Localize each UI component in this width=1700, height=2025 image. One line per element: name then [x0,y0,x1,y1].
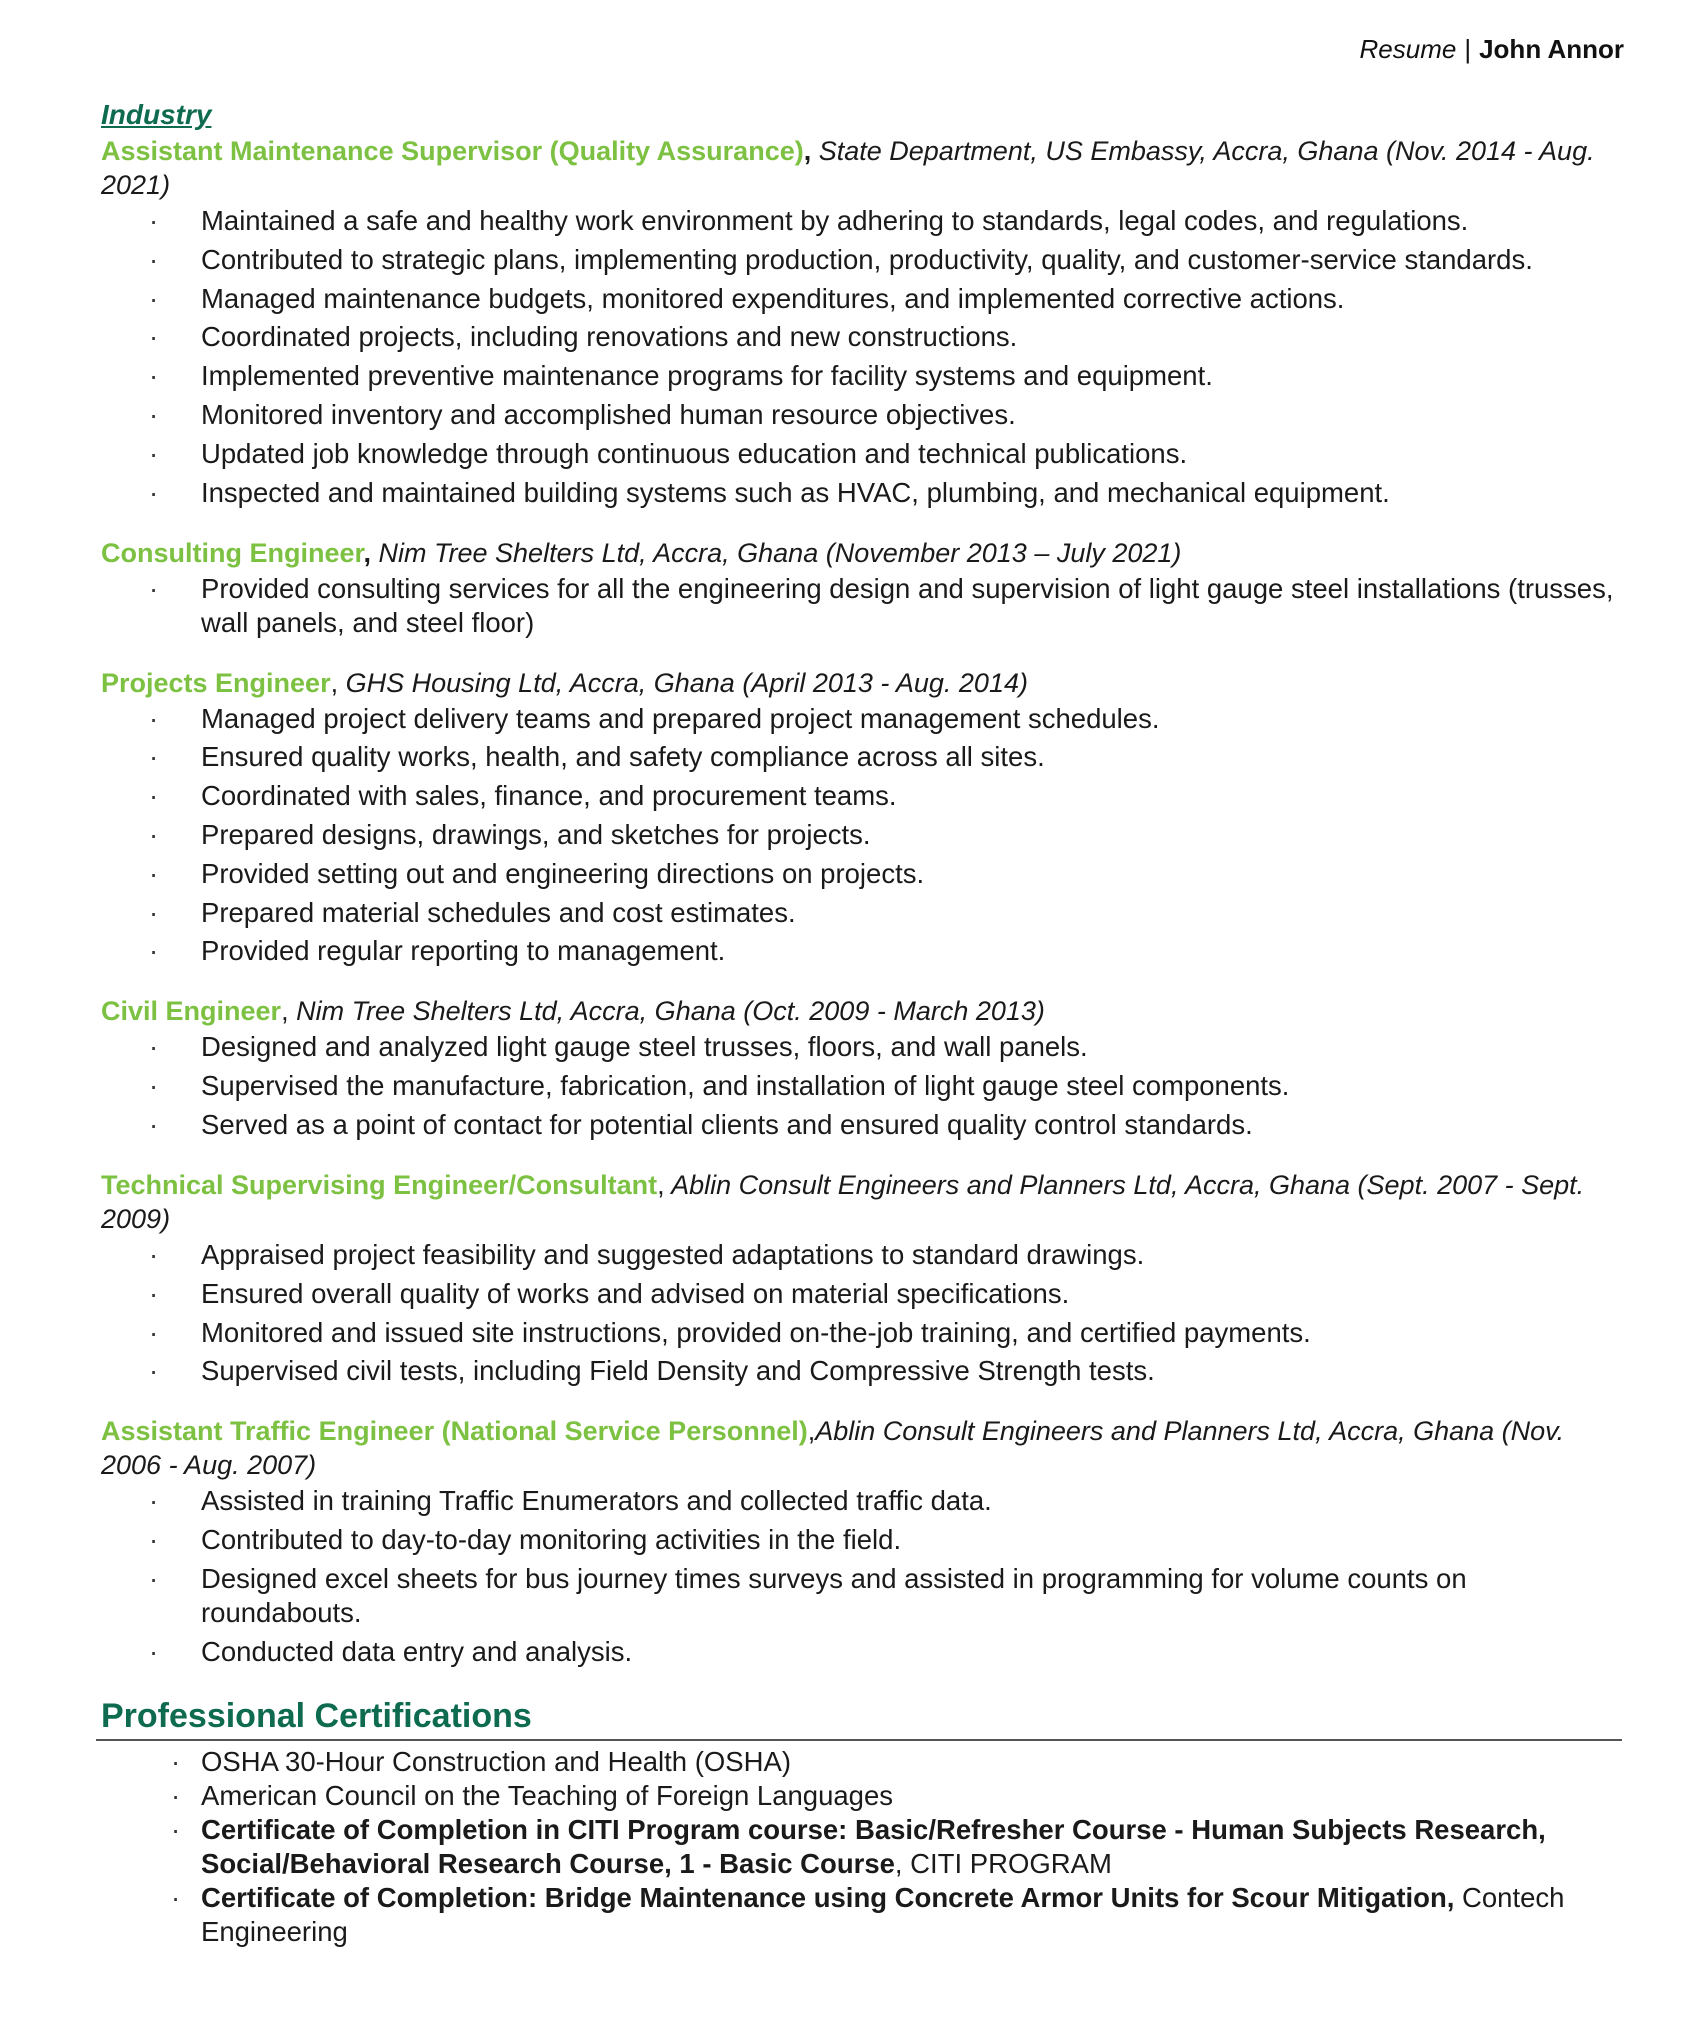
job-bullet [101,398,1621,432]
job-entry [101,536,1621,640]
job-title: Projects Engineer [101,667,331,698]
job-bullet [101,320,1621,354]
job-bullet [101,1030,1621,1064]
job-title: Technical Supervising Engineer/Consultant [101,1169,658,1200]
job-dates: (November 2013 – July 2021) [818,537,1182,568]
job-bullet-text: Maintained a safe and healthy work environment by adhering to standards, legal codes, and regulations. [201,205,1469,236]
job-bullet-text: Contributed to day-to-day monitoring activities in the field. [201,1524,902,1556]
certification-item [101,1779,1621,1813]
job-bullet [101,1562,1621,1630]
section-label-industry: Industry [101,99,212,130]
job-entry [101,666,1621,969]
job-dates: (Nov. 2006 - Aug. 2007) [101,1416,1565,1481]
bullet-dot-icon: · [149,857,159,889]
job-bullet [101,282,1621,316]
bullet-dot-icon: · [149,1108,159,1140]
job-bullet [101,1238,1621,1272]
job-title: Assistant Maintenance Supervisor (Quality Assurance) [101,136,804,166]
job-bullet-text: Ensured overall quality of works and advised on material specifications. [201,1277,1070,1309]
job-bullet-text: Contributed to strategic plans, implementing production, productivity, quality, and customer-service standards. [201,243,1533,275]
bullet-dot-icon: · [149,702,159,734]
bullet-dot-icon: · [149,818,159,850]
job-title: Consulting Engineer [101,537,364,568]
bullet-dot-icon: · [149,1485,159,1517]
job-bullet-list [101,1030,1621,1142]
bullet-dot-icon: · [149,360,159,392]
certification-item [101,1881,1621,1949]
certification-issuer: , CITI PROGRAM [894,1847,1112,1879]
job-bullet-text: Provided setting out and engineering directions on projects. [201,857,925,889]
bullet-dot-icon: · [171,1813,181,1845]
jobs-list [101,134,1621,1669]
job-heading [101,1168,1621,1236]
job-bullet-list [101,702,1621,969]
job-bullet-text: Provided regular reporting to management. [201,935,726,967]
bullet-dot-icon: · [149,1277,159,1309]
job-bullet-text: Coordinated projects, including renovations and new constructions. [201,321,1018,353]
job-heading [101,134,1621,202]
job-bullet [101,1108,1621,1142]
certification-issuer: Contech Engineering [201,1881,1565,1947]
bullet-dot-icon: · [149,321,159,353]
job-bullet [101,1069,1621,1103]
bullet-dot-icon: · [149,1562,159,1594]
job-bullet [101,740,1621,774]
bullet-dot-icon: · [149,1031,159,1063]
job-bullet-list [101,204,1621,510]
bullet-dot-icon: · [149,205,159,236]
bullet-dot-icon: · [149,1635,159,1667]
job-organization: Nim Tree Shelters Ltd, Accra, Ghana [288,996,736,1027]
job-heading [101,1414,1621,1482]
job-separator: , [807,1416,816,1447]
job-organization: Ablin Consult Engineers and Planners Ltd, Accra, Ghana [815,1416,1495,1447]
bullet-dot-icon: · [149,1070,159,1102]
certifications-list [101,1745,1621,1949]
job-bullet-text: Served as a point of contact for potential clients and ensured quality control standards. [201,1108,1253,1140]
job-bullet [101,934,1621,968]
job-entry [101,1414,1621,1668]
job-separator: , [803,136,812,166]
certifications-heading: Professional Certifications [101,1696,532,1735]
job-bullet [101,1316,1621,1350]
certification-title: Certificate of Completion in CITI Program course: Basic/Refresher Course - Human Subjects Research, Social/Behavioral Research Course, 1 - Basic Course [201,1813,1546,1879]
job-heading [101,994,1621,1028]
certification-item [101,1745,1621,1779]
job-dates: (Oct. 2009 - March 2013) [735,996,1045,1027]
job-dates: (Sept. 2007 - Sept. 2009) [101,1169,1585,1234]
bullet-dot-icon: · [149,935,159,967]
job-dates: (Nov. 2014 - Aug. 2021) [101,136,1595,200]
job-bullet-text: Implemented preventive maintenance programs for facility systems and equipment. [201,360,1213,392]
job-bullet-text: Inspected and maintained building systems such as HVAC, plumbing, and mechanical equipment. [201,476,1390,508]
bullet-dot-icon: · [171,1779,181,1811]
bullet-dot-icon: · [149,437,159,469]
job-bullet [101,204,1621,238]
job-bullet-text: Designed and analyzed light gauge steel trusses, floors, and wall panels. [201,1031,1088,1063]
bullet-dot-icon: · [149,780,159,812]
job-entry [101,994,1621,1142]
bullet-dot-icon: · [149,741,159,773]
job-bullet [101,437,1621,471]
job-bullet [101,896,1621,930]
job-bullet [101,476,1621,510]
job-organization: GHS Housing Ltd, Accra, Ghana [338,667,735,698]
job-title: Civil Engineer [101,996,282,1027]
job-bullet [101,1635,1621,1669]
bullet-dot-icon: · [149,243,159,275]
job-separator: , [330,667,339,698]
job-bullet-list [101,1484,1621,1668]
job-bullet-text: Provided consulting services for all the engineering design and supervision of light gauge steel installations (trusses, wall panels, and steel floor) [201,572,1614,638]
job-entry [101,1168,1621,1388]
job-bullet [101,1484,1621,1518]
job-bullet [101,572,1621,640]
section-divider [96,1739,1622,1741]
job-bullet-text: Monitored and issued site instructions, provided on-the-job training, and certified payments. [201,1316,1311,1348]
header-separator: | [1464,34,1472,64]
job-bullet [101,702,1621,736]
job-bullet-text: Supervised the manufacture, fabrication, and installation of light gauge steel components. [201,1070,1290,1102]
job-dates: (April 2013 - Aug. 2014) [734,667,1028,698]
job-title: Assistant Traffic Engineer (National Service Personnel) [101,1416,808,1447]
job-bullet-text: Managed project delivery teams and prepared project management schedules. [201,702,1160,734]
job-organization: Ablin Consult Engineers and Planners Ltd, Accra, Ghana [664,1169,1351,1200]
job-bullet-text: Designed excel sheets for bus journey times surveys and assisted in programming for volume counts on roundabouts. [201,1562,1467,1628]
job-bullet-text: Prepared material schedules and cost estimates. [201,896,796,928]
bullet-dot-icon: · [149,398,159,430]
job-bullet [101,779,1621,813]
bullet-dot-icon: · [149,1316,159,1348]
job-bullet [101,1354,1621,1388]
job-separator: , [281,996,289,1027]
job-separator: , [657,1169,665,1200]
bullet-dot-icon: · [149,1355,159,1387]
job-bullet-text: Monitored inventory and accomplished human resource objectives. [201,398,1016,430]
certification-title: Certificate of Completion: Bridge Maintenance using Concrete Armor Units for Scour Mitigation, [201,1881,1455,1913]
bullet-dot-icon: · [149,1524,159,1556]
job-organization: Nim Tree Shelters Ltd, Accra, Ghana [371,537,819,568]
bullet-dot-icon: · [149,476,159,508]
bullet-dot-icon: · [171,1881,181,1913]
job-entry [101,134,1621,510]
job-bullet-text: Assisted in training Traffic Enumerators and collected traffic data. [201,1485,992,1517]
job-bullet-text: Conducted data entry and analysis. [201,1635,633,1667]
job-heading [101,536,1621,570]
job-bullet-list [101,572,1621,640]
certification-issuer: OSHA 30-Hour Construction and Health (OSHA) [201,1745,791,1777]
bullet-dot-icon: · [149,282,159,314]
job-bullet-list [101,1238,1621,1388]
resume-content [101,98,1621,1949]
running-header [1360,34,1625,65]
bullet-dot-icon: · [149,1238,159,1270]
bullet-dot-icon: · [171,1745,181,1777]
bullet-dot-icon: · [149,896,159,928]
job-bullet [101,1523,1621,1557]
job-bullet-text: Coordinated with sales, finance, and procurement teams. [201,780,897,812]
job-bullet [101,1277,1621,1311]
job-bullet [101,359,1621,393]
job-bullet-text: Supervised civil tests, including Field Density and Compressive Strength tests. [201,1355,1155,1387]
header-doc-label: Resume [1359,34,1457,64]
job-bullet-text: Prepared designs, drawings, and sketches for projects. [201,818,871,850]
header-name: John Annor [1479,34,1624,64]
bullet-dot-icon: · [149,572,159,604]
job-bullet-text: Managed maintenance budgets, monitored expenditures, and implemented corrective actions. [201,282,1345,314]
job-bullet [101,818,1621,852]
job-bullet-text: Appraised project feasibility and suggested adaptations to standard drawings. [201,1238,1145,1270]
certification-issuer: American Council on the Teaching of Foreign Languages [201,1779,894,1811]
job-separator: , [363,537,372,568]
job-bullet-text: Updated job knowledge through continuous education and technical publications. [201,437,1188,469]
job-bullet-text: Ensured quality works, health, and safety compliance across all sites. [201,741,1045,773]
job-heading [101,666,1621,700]
job-bullet [101,857,1621,891]
certification-item [101,1813,1621,1881]
job-bullet [101,243,1621,277]
job-organization: State Department, US Embassy, Accra, Ghana [811,136,1379,166]
